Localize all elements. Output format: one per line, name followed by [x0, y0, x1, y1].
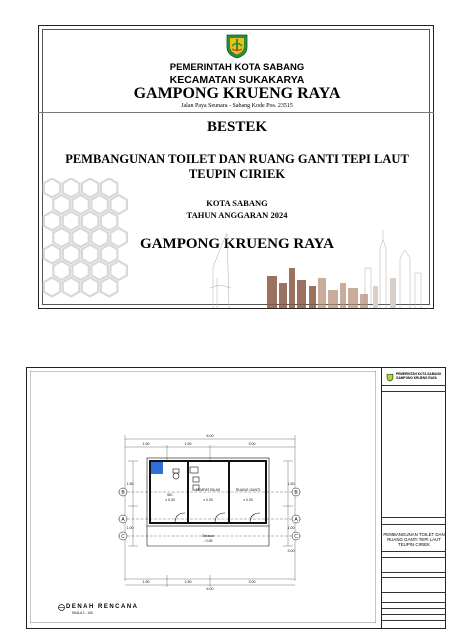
project-title-line2: TEUPIN CIRIEK [188, 167, 286, 181]
hexagon-shape [82, 278, 98, 297]
hexagon-shape [111, 195, 127, 214]
axis-c-left: C [121, 534, 125, 540]
svg-text:- 0.05: - 0.05 [203, 539, 213, 543]
plan-scale: SKALA 1 : 100 [72, 611, 93, 615]
svg-text:1.50: 1.50 [287, 482, 295, 486]
svg-text:± 0.00: ± 0.00 [203, 498, 213, 502]
svg-text:1.00: 1.00 [126, 526, 134, 530]
axis-a-left: A [121, 517, 125, 523]
drawing-sheet-page [0, 353, 474, 632]
hexagon-shape [63, 212, 80, 231]
title-block [381, 367, 446, 629]
hexagon-shape [72, 261, 88, 280]
hexagon-shape [101, 212, 118, 231]
hexagon-shape [72, 195, 88, 214]
svg-text:3.00: 3.00 [248, 580, 256, 584]
hexagon-shape [63, 245, 80, 264]
hexagon-shape [91, 195, 108, 214]
floor-plan-drawing [30, 371, 376, 623]
city-emblem-logo [225, 33, 249, 59]
axis-b-left: B [121, 490, 125, 496]
hexagon-shape [82, 212, 98, 231]
hexagon-shape [44, 212, 60, 231]
titleblock-header: PEMERINTAH KOTA SABANG GAMPONG KRUENG RAYA [396, 372, 442, 380]
section-marker-icon [58, 604, 65, 611]
city-skyline-decoration [205, 228, 430, 308]
address-line: Jalan Paya Seunara - Sabang Kode Pos. 23515 [181, 103, 293, 109]
svg-text:1.50: 1.50 [184, 580, 192, 584]
hexagon-shape [101, 245, 118, 264]
svg-text:1.50: 1.50 [184, 442, 192, 446]
district-name: KECAMATAN SUKAKARYA [169, 74, 305, 86]
village-name: GAMPONG KRUENG RAYA [133, 85, 341, 102]
government-name: PEMERINTAH KOTA SABANG [169, 62, 305, 73]
hexagon-shape [72, 228, 88, 247]
hexagon-shape [82, 245, 98, 264]
room-label-wc: WC [167, 493, 173, 497]
header-divider [38, 112, 434, 113]
plan-caption: DENAH RENCANA [66, 604, 139, 610]
hexagon-shape [101, 179, 118, 198]
svg-text:3.00: 3.00 [287, 549, 295, 553]
svg-text:1.50: 1.50 [142, 580, 150, 584]
hexagon-pattern-decoration [42, 178, 132, 304]
footer-village-name: GAMPONG KRUENG RAYA [140, 236, 334, 252]
titleblock-emblem-logo [386, 373, 394, 382]
hexagon-shape [53, 228, 70, 247]
svg-text:1.50: 1.50 [126, 482, 134, 486]
hexagon-shape [44, 245, 60, 264]
hexagon-shape [111, 228, 127, 247]
document-type: BESTEK [206, 119, 268, 135]
room-label-tempat-bilas: TEMPAT BILAS [195, 488, 221, 492]
svg-text:1.50: 1.50 [142, 442, 150, 446]
selasar-label: Selasar [202, 534, 214, 538]
hexagon-shape [44, 278, 60, 297]
dim-total-bottom: 6.00 [206, 587, 214, 591]
hexagon-shape [82, 179, 98, 198]
room-label-ruang-ganti: RUANG GANTI [235, 488, 261, 492]
budget-year: TAHUN ANGGARAN 2024 [186, 210, 288, 220]
svg-text:± 0.00: ± 0.00 [243, 498, 253, 502]
svg-text:3.00: 3.00 [248, 442, 256, 446]
hexagon-shape [91, 228, 108, 247]
svg-text:1.00: 1.00 [287, 526, 295, 530]
axis-a-right: A [294, 517, 298, 523]
axis-c-right: C [294, 534, 298, 540]
hexagon-shape [101, 278, 118, 297]
dim-total-top: 6.00 [206, 434, 214, 438]
titleblock-project-title: PEMBANGUNAN TOILET DAN RUANG GANTI TEPI LAUT TEUPIN CIRIEK [383, 532, 445, 547]
hexagon-shape [53, 195, 70, 214]
hexagon-shape [44, 179, 60, 198]
city-label: KOTA SABANG [206, 198, 268, 208]
svg-text:± 0.00: ± 0.00 [165, 498, 175, 502]
hexagon-shape [111, 261, 127, 280]
hexagon-shape [63, 278, 80, 297]
axis-b-right: B [294, 490, 298, 496]
hexagon-shape [53, 261, 70, 280]
hexagon-shape [91, 261, 108, 280]
hexagon-shape [63, 179, 80, 198]
project-title-line1: PEMBANGUNAN TOILET DAN RUANG GANTI TEPI LAUT [65, 152, 409, 166]
